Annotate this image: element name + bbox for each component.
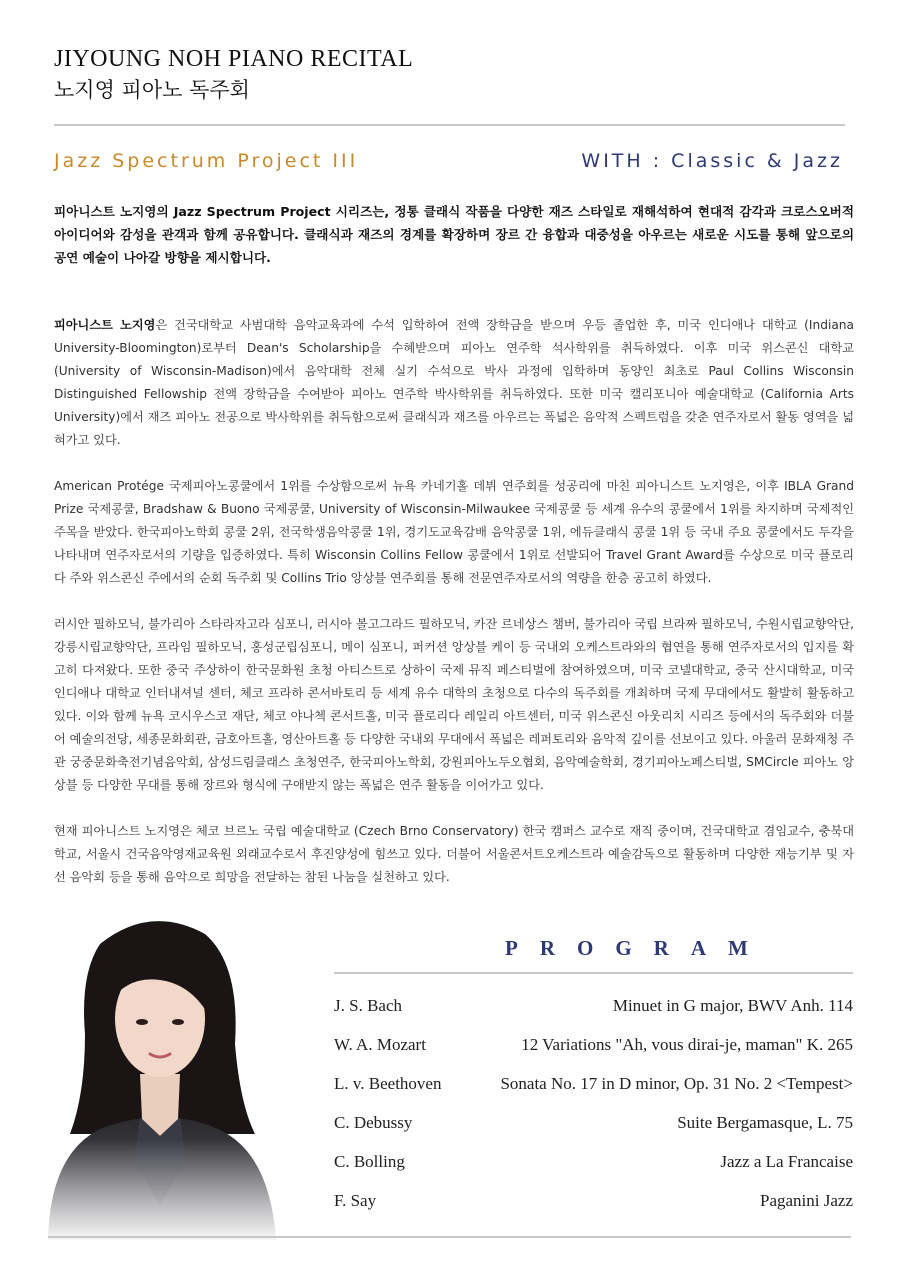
- program-work: Suite Bergamasque, L. 75: [677, 1113, 853, 1132]
- portrait-illustration: [40, 904, 280, 1240]
- program-work: Jazz a La Francaise: [720, 1152, 853, 1171]
- top-divider: [54, 124, 845, 126]
- program-composer: J. S. Bach: [334, 996, 402, 1015]
- bio-paragraph-1: [54, 314, 854, 452]
- program-work: Minuet in G major, BWV Anh. 114: [612, 996, 853, 1015]
- program-item: [334, 1152, 853, 1191]
- bottom-divider: [48, 1236, 851, 1238]
- program-composer: F. Say: [334, 1191, 377, 1210]
- program-composer: L. v. Beethoven: [334, 1074, 442, 1093]
- program-work: Sonata No. 17 in D minor, Op. 31 No. 2 <Tempest>: [500, 1074, 853, 1093]
- program-list: [334, 996, 853, 1230]
- bio-lead-name: 피아니스트 노지영: [54, 318, 156, 332]
- bio-paragraph-3: 러시안 필하모닉, 불가리아 스타라자고라 심포니, 러시아 볼고그라드 필하모닉, 카잔 르네상스 챔버, 불가리아 국립 브라짜 필하모닉, 수원시립교향악단, 강릉시립교향악단, 프라임 필하모닉, 홍성군립심포니, 메이 심포니, 퍼커션 앙상블 케이 등 국내외 오케스트라와의 협연을 통해 연주자로서의 입지를 확고히 다져왔다. 또한 중국 주상하이 한국문화원 초청 아티스트로 상하이 국제 뮤직 페스티벌에 참여하였으며, 미국 코넬대학교, 중국 산시대학교, 미국 인디애나 대학교 인터내셔널 센터, 체코 프라하 콘서바토리 등 세계 유수 대학의 초청으로 다수의 독주회를 개최하며 국제 무대에서도 활발히 활동하고 있다. 이와 함께 뉴욕 코시우스코 재단, 체코 야나첵 콘서트홀, 미국 플로리다 레일리 아트센터, 미국 위스콘신 아웃리치 시리즈 등에서의 독주회와 더불어 예술의전당, 세종문화회관, 금호아트홀, 영산아트홀 등 다양한 국내외 무대에서 폭넓은 레퍼토리와 음악적 깊이를 선보이고 있다. 아울러 문화재청 주관 궁중문화축전기념음악회, 삼성드림클래스 초청연주, 한국피아노학회, 강원피아노두오협회, 음악예술학회, 경기피아노페스티벌, SMCircle 피아노 앙상블 등 다양한 무대를 통해 장르와 형식에 구애받지 않는 폭넓은 연주 활동을 이어가고 있다.: [54, 617, 854, 792]
- recital-title-korean: 노지영 피아노 독주회: [54, 78, 250, 102]
- theme-subtitle: WITH : Classic & Jazz: [581, 150, 843, 172]
- program-item: [334, 1191, 853, 1230]
- recital-title-english: JIYOUNG NOH PIANO RECITAL: [54, 46, 414, 72]
- program-divider: [334, 972, 853, 974]
- program-composer: C. Debussy: [334, 1113, 413, 1132]
- biography: [54, 314, 854, 912]
- bio-paragraph-1-text: 은 건국대학교 사범대학 음악교육과에 수석 입학하여 전액 장학금을 받으며 우등 졸업한 후, 미국 인디애나 대학교 (Indiana University-Bloomington)로부터 Dean's Scholarship을 수혜받으며 피아노 연주학 석사학위를 취득하였다. 이후 미국 위스콘신 대학교 (University of Wisconsin-Madison)에서 음악대학 전체 실기 수석으로 박사 과정에 입학하며 동양인 최초로 Paul Collins Wisconsin Distinguished Fellowship 전액 장학금을 수여받아 피아노 연주학 박사학위를 취득하였다. 또한 미국 캘리포니아 예술대학교 (California Arts University)에서 재즈 피아노 전공으로 박사학위를 취득함으로써 클래식과 재즈를 아우르는 폭넓은 음악적 스펙트럼을 갖춘 연주자로서 활동 영역을 넓혀가고 있다.: [54, 318, 855, 447]
- project-subtitle: Jazz Spectrum Project III: [54, 150, 359, 172]
- program-item: [334, 1113, 853, 1152]
- program-item: [334, 996, 853, 1035]
- intro-paragraph: 피아니스트 노지영의 Jazz Spectrum Project 시리즈는, 정통 클래식 작품을 다양한 재즈 스타일로 재해석하여 현대적 감각과 크로스오버적 아이디어와 감성을 관객과 함께 공유합니다. 클래식과 재즈의 경계를 확장하며 장르 간 융합과 대중성을 아우르는 새로운 시도를 통해 앞으로의 공연 예술이 나아갈 방향을 제시합니다.: [54, 204, 854, 265]
- program-work: Paganini Jazz: [760, 1191, 853, 1210]
- program-heading: PROGRAM: [505, 936, 770, 960]
- program-composer: W. A. Mozart: [334, 1035, 426, 1054]
- program-composer: C. Bolling: [334, 1152, 405, 1171]
- bio-paragraph-2: American Protége 국제피아노콩쿨에서 1위를 수상함으로써 뉴욕 카네기홀 데뷔 연주회를 성공리에 마친 피아니스트 노지영은, 이후 IBLA Grand Prize 국제콩쿨, Bradshaw & Buono 국제콩쿨, University of Wisconsin-Milwaukee 국제콩쿨 등 세계 유수의 콩쿨에서 1위를 차지하며 국제적인 주목을 받았다. 한국피아노학회 콩쿨 2위, 전국학생음악콩쿨 1위, 경기도교육감배 음악콩쿨 1위, 에듀클래식 콩쿨 1위 등 국내 주요 콩쿨에서도 두각을 나타내며 연주자로서의 기량을 입증하였다. 특히 Wisconsin Collins Fellow 콩쿨에서 1위로 선발되어 Travel Grant Award를 수상으로 미국 플로리다 주와 위스콘신 주에서의 순회 독주회 및 Collins Trio 앙상블 연주회를 통해 전문연주자로서의 역량을 한층 공고히 하였다.: [54, 479, 854, 585]
- header: [54, 44, 854, 104]
- bio-paragraph-4: 현재 피아니스트 노지영은 체코 브르노 국립 예술대학교 (Czech Brno Conservatory) 한국 캠퍼스 교수로 재직 중이며, 건국대학교 겸임교수, 충북대학교, 서울시 건국음악영재교육원 외래교수로서 후진양성에 힘쓰고 있다. 더불어 서울콘서트오케스트라 예술감독으로 활동하며 다양한 재능기부 및 자선 음악회 등을 통해 음악으로 희망을 전달하는 참된 나눔을 실천하고 있다.: [54, 824, 854, 884]
- program-work: 12 Variations "Ah, vous dirai-je, maman" K. 265: [521, 1035, 853, 1054]
- program-item: [334, 1074, 853, 1113]
- program-item: [334, 1035, 853, 1074]
- pianist-portrait: [40, 904, 280, 1240]
